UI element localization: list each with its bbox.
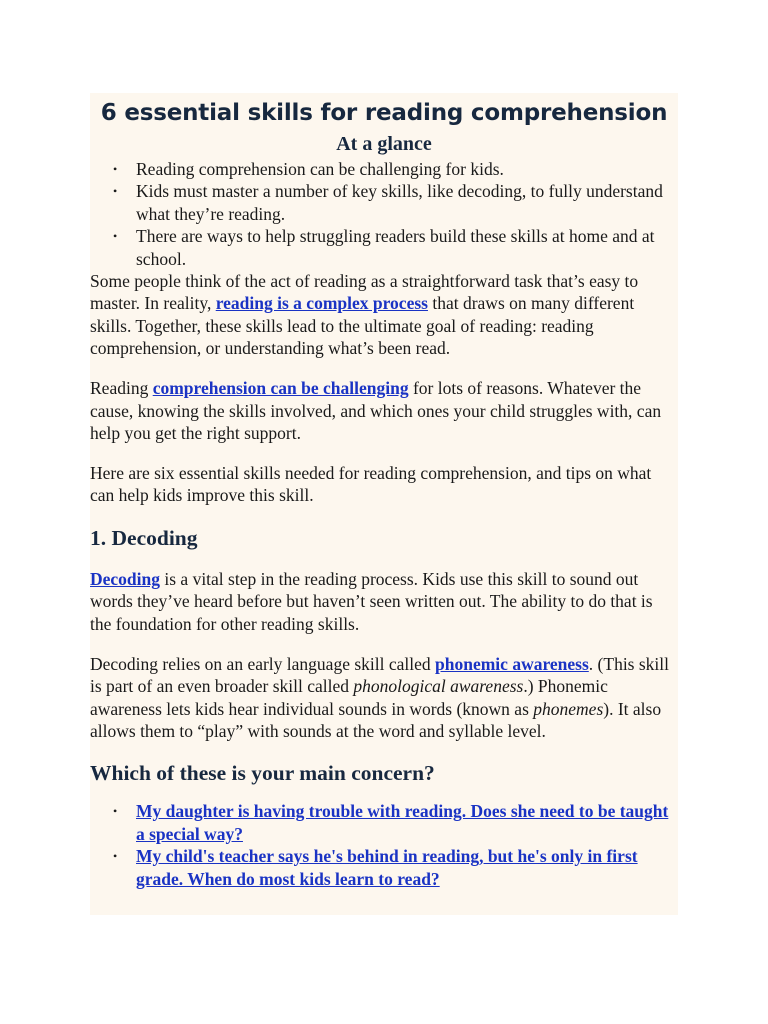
intro-text-after: that draws on many different skills. Together, these skills lead to the ultimate goal of reading: reading comprehension, or understanding what’s been read. <box>90 293 635 359</box>
concern-link-first-grade[interactable]: My child's teacher says he's behind in reading, but he's only in first grade. When do most kids learn to read? <box>136 846 638 889</box>
phonemic-text-after: ). It also allows them to “play” with sounds at the word and syllable level. <box>90 698 662 741</box>
glance-item: • There are ways to help struggling readers build these skills at home and at school. <box>136 225 678 270</box>
at-a-glance-heading: At a glance <box>336 133 432 155</box>
six-skills-paragraph: Here are six essential skills needed for reading comprehension, and tips on what can help kids improve this skill. <box>90 463 652 506</box>
page-title: 6 essential skills for reading comprehension <box>100 100 668 126</box>
intro-text-before: Some people think of the act of reading as a straightforward task that’s easy to master. In reality, <box>90 271 639 314</box>
challenge-paragraph <box>90 377 678 444</box>
complex-process-link[interactable]: reading is a complex process <box>215 293 428 314</box>
concern-item <box>136 800 678 845</box>
decoding-paragraph <box>90 568 678 635</box>
glance-list <box>90 158 678 270</box>
comprehension-challenging-link[interactable]: comprehension can be challenging <box>152 378 409 399</box>
document-page <box>90 93 678 915</box>
phonological-awareness-term: phonological awareness <box>353 676 524 697</box>
challenge-text-after: for lots of reasons. Whatever the cause, knowing the skills involved, and which ones your child struggles with, can help you get the right support. <box>90 378 662 444</box>
concern-link-daughter[interactable]: My daughter is having trouble with reading. Does she need to be taught a special way? <box>136 801 669 844</box>
glance-item: • Reading comprehension can be challenging for kids. <box>136 158 678 180</box>
concern-list <box>90 800 678 890</box>
phonemic-text-before: Decoding relies on an early language skill called <box>90 653 436 674</box>
phonemic-text-mid: . (This skill is part of an even broader skill called <box>90 653 670 697</box>
decoding-text: is a vital step in the reading process. Kids use this skill to sound out words they’ve heard before but haven’t seen written out. The ability to do that is the foundation for other reading skills. <box>90 568 653 634</box>
intro-paragraph <box>90 270 678 360</box>
phonemes-term: phonemes <box>533 698 604 719</box>
phonemic-text-mid2: .) Phonemic awareness lets kids hear individual sounds in words (known as <box>90 676 608 719</box>
decoding-heading: 1. Decoding <box>90 525 198 550</box>
phonemic-awareness-link[interactable]: phonemic awareness <box>435 653 589 674</box>
phonemic-paragraph <box>90 653 678 743</box>
concern-item <box>136 845 678 890</box>
glance-item: • Kids must master a number of key skills, like decoding, to fully understand what they’re reading. <box>136 180 678 225</box>
challenge-text-before: Reading <box>90 378 153 399</box>
decoding-link[interactable]: Decoding <box>90 568 160 589</box>
concern-heading: Which of these is your main concern? <box>90 761 435 786</box>
